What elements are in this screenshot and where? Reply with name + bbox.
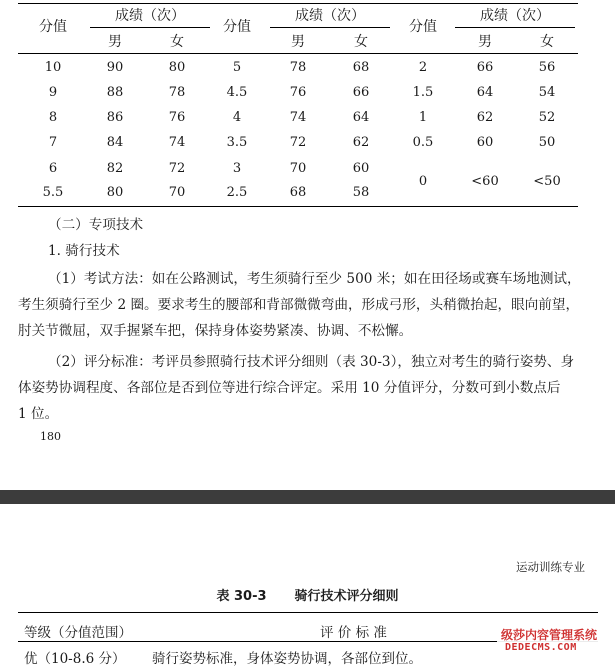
- header-female-3: 女: [540, 34, 554, 50]
- table2-row1-grade: 优（10-8.6 分）: [24, 651, 126, 667]
- item-heading: 1. 骑行技术: [48, 243, 120, 259]
- section-heading: （二）专项技术: [48, 217, 144, 233]
- cell-score-zero: 0: [418, 174, 428, 189]
- cell-female-group2: 64: [352, 110, 370, 125]
- cell-score-group1: 7: [48, 135, 58, 150]
- cell-female-group3: 56: [538, 60, 556, 75]
- paragraph-1-line-1: （1）考试方法：如在公路测试，考生须骑行至少 500 米；如在田径场或赛车场地测试，: [48, 271, 581, 287]
- cell-female-group3: 52: [538, 110, 556, 125]
- cell-score-group3: 1.5: [412, 85, 434, 100]
- cell-score-group3: 0.5: [412, 135, 434, 150]
- cell-male-group3: 66: [476, 60, 494, 75]
- table-top-rule: [18, 3, 578, 4]
- cell-male-group3: 64: [476, 85, 494, 100]
- cell-male-group2: 70: [289, 161, 307, 176]
- cell-female-group2: 68: [352, 60, 370, 75]
- table2-row1-criteria: 骑行姿势标准，身体姿势协调，各部位到位。: [152, 651, 422, 667]
- paragraph-1-line-3: 肘关节微屈，双手握紧车把，保持身体姿势紧凑、协调、不松懈。: [18, 323, 413, 339]
- cell-score-group1: 8: [48, 110, 58, 125]
- header-male-2: 男: [291, 34, 305, 50]
- cell-female-group1: 74: [168, 135, 186, 150]
- cell-female-group2: 62: [352, 135, 370, 150]
- cell-score-group1: 9: [48, 85, 58, 100]
- cell-male-group1: 82: [106, 161, 124, 176]
- cell-female-group2: 66: [352, 85, 370, 100]
- header-subrule-3: [455, 27, 575, 28]
- table-bottom-rule: [18, 206, 578, 207]
- cell-male-group3: 60: [476, 135, 494, 150]
- header-male-1: 男: [108, 34, 122, 50]
- header-results-1: 成绩（次）: [115, 8, 185, 24]
- header-score-2: 分值: [223, 19, 251, 35]
- header-female-2: 女: [354, 34, 368, 50]
- cell-score-group2: 4.5: [226, 85, 248, 100]
- table2-header-criteria: 评 价 标 准: [320, 625, 387, 641]
- page-separator: [0, 490, 615, 504]
- paragraph-2-line-2: 体姿势协调程度、各部位是否到位等进行综合评定。采用 10 分值评分，分数可到小数点后: [18, 380, 561, 396]
- header-score-1: 分值: [39, 19, 67, 35]
- cell-female-group2: 60: [352, 161, 370, 176]
- dedecms-watermark-logo: [497, 624, 609, 658]
- table2-top-rule: [18, 612, 598, 613]
- cell-male-group2: 76: [289, 85, 307, 100]
- cell-male-group2: 72: [289, 135, 307, 150]
- cell-female-group1: 78: [168, 85, 186, 100]
- table2-header-grade: 等级（分值范围）: [24, 625, 132, 641]
- cell-female-group1: 72: [168, 161, 186, 176]
- cell-female-group3: 54: [538, 85, 556, 100]
- header-female-1: 女: [170, 34, 184, 50]
- page-number: 180: [40, 430, 61, 443]
- cell-female-group2: 58: [352, 185, 370, 200]
- cell-female-group1: 70: [168, 185, 186, 200]
- header-bottom-rule: [18, 53, 578, 54]
- header-results-3: 成绩（次）: [480, 8, 550, 24]
- table-title: 骑行技术评分细则: [294, 589, 399, 604]
- header-subrule-1: [90, 27, 210, 28]
- header-subrule-2: [270, 27, 390, 28]
- cell-male-zero: <60: [471, 174, 499, 189]
- cell-male-group2: 68: [289, 185, 307, 200]
- table-caption: [0, 585, 615, 604]
- running-header: 运动训练专业: [516, 560, 585, 574]
- cell-score-group1: 10: [44, 60, 62, 75]
- paragraph-2-line-1: （2）评分标准：考评员参照骑行技术评分细则（表 30-3），独立对考生的骑行姿势、身: [48, 354, 575, 370]
- cell-score-group3: 2: [418, 60, 428, 75]
- header-score-3: 分值: [409, 19, 437, 35]
- cell-male-group1: 88: [106, 85, 124, 100]
- cell-male-group1: 86: [106, 110, 124, 125]
- cell-male-group3: 62: [476, 110, 494, 125]
- cell-female-group1: 76: [168, 110, 186, 125]
- cell-male-group1: 90: [106, 60, 124, 75]
- cell-score-group2: 3: [232, 161, 242, 176]
- cell-male-group1: 84: [106, 135, 124, 150]
- cell-score-group3: 1: [418, 110, 428, 125]
- cell-male-group2: 74: [289, 110, 307, 125]
- watermark-line-2: DEDECMS.COM: [505, 642, 577, 653]
- cell-score-group1: 6: [48, 161, 58, 176]
- table-number: 表 30-3: [216, 589, 267, 604]
- cell-score-group1: 5.5: [42, 185, 64, 200]
- cell-score-group2: 3.5: [226, 135, 248, 150]
- header-male-3: 男: [478, 34, 492, 50]
- watermark-line-1: 级莎内容管理系统: [501, 628, 598, 642]
- header-results-2: 成绩（次）: [295, 8, 365, 24]
- cell-female-group1: 80: [168, 60, 186, 75]
- cell-male-group1: 80: [106, 185, 124, 200]
- cell-score-group2: 4: [232, 110, 242, 125]
- paragraph-2-line-3: 1 位。: [18, 406, 59, 422]
- cell-female-zero: <50: [533, 174, 561, 189]
- cell-female-group3: 50: [538, 135, 556, 150]
- paragraph-1-line-2: 考生须骑行至少 2 圈。要求考生的腰部和背部微微弯曲，形成弓形，头稍微抬起，眼向前望，: [18, 297, 580, 313]
- cell-score-group2: 2.5: [226, 185, 248, 200]
- cell-male-group2: 78: [289, 60, 307, 75]
- cell-score-group2: 5: [232, 60, 242, 75]
